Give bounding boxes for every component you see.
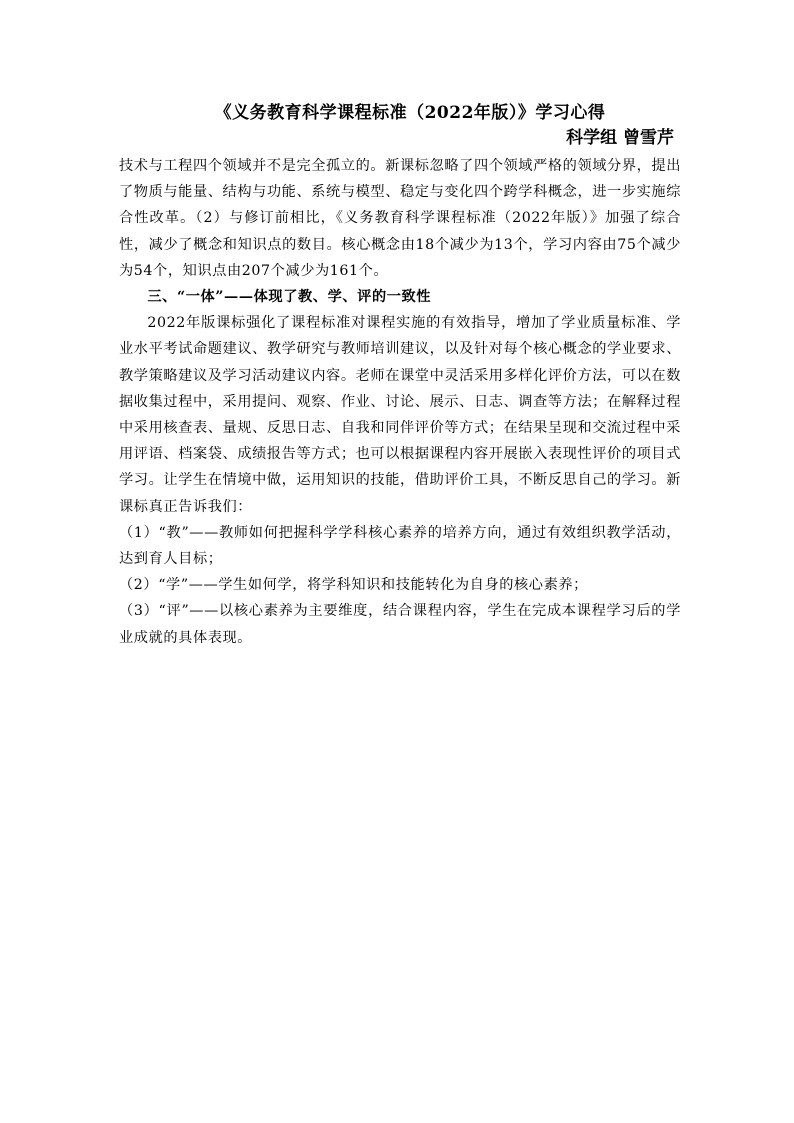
paragraph-evaluation: 2022年版课标强化了课程标准对课程实施的有效指导，增加了学业质量标准、学业水平考试命题建议、教学研究与教师培训建议，以及针对每个核心概念的学业要求、教学策略建议及学习活动建议内容。老师在课堂中灵活采用多样化评价方法，可以在数据收集过程中，采用提问、观察、作业、讨论、展示、日志、调查等方法；在解释过程中采用核查表、量规、反思日志、自我和同伴评价等方式；在结果呈现和交流过程中采用评语、档案袋、成绩报告等方式；也可以根据课程内容开展嵌入表现性评价的项目式学习。让学生在情境中做，运用知识的技能，借助评价工具，不断反思自己的学习。新课标真正告诉我们： bbox=[119, 315, 681, 515]
list-item-assess: （3）“评”——以核心素养为主要维度，结合课程内容，学生在完成本课程学习后的学业成就的具体表现。 bbox=[119, 603, 681, 646]
list-item-learn: （2）“学”——学生如何学，将学科知识和技能转化为自身的核心素养； bbox=[119, 577, 588, 594]
document-author: 科学组 曾雪芹 bbox=[566, 128, 674, 148]
document-title: 《义务教育科学课程标准（2022年版）》学习心得 bbox=[214, 103, 606, 123]
document-body bbox=[119, 153, 681, 651]
list-item-teach: （1）“教”——教师如何把握科学学科核心素养的培养方向，通过有效组织教学活动，达到育人目标； bbox=[119, 524, 681, 568]
section-heading-three: 三、“一体”——体现了教、学、评的一致性 bbox=[147, 289, 432, 306]
paragraph-intro: 技术与工程四个领域并不是完全孤立的。新课标忽略了四个领域严格的领域分界，提出了物质与能量、结构与功能、系统与模型、稳定与变化四个跨学科概念，进一步实施综合性改革。（2）与修订前相比，《义务教育科学课程标准（2022年版）》加强了综合性，减少了概念和知识点的数目。核心概念由18个减少为13个，学习内容由75个减少为54个，知识点由207个减少为161个。 bbox=[119, 158, 681, 279]
